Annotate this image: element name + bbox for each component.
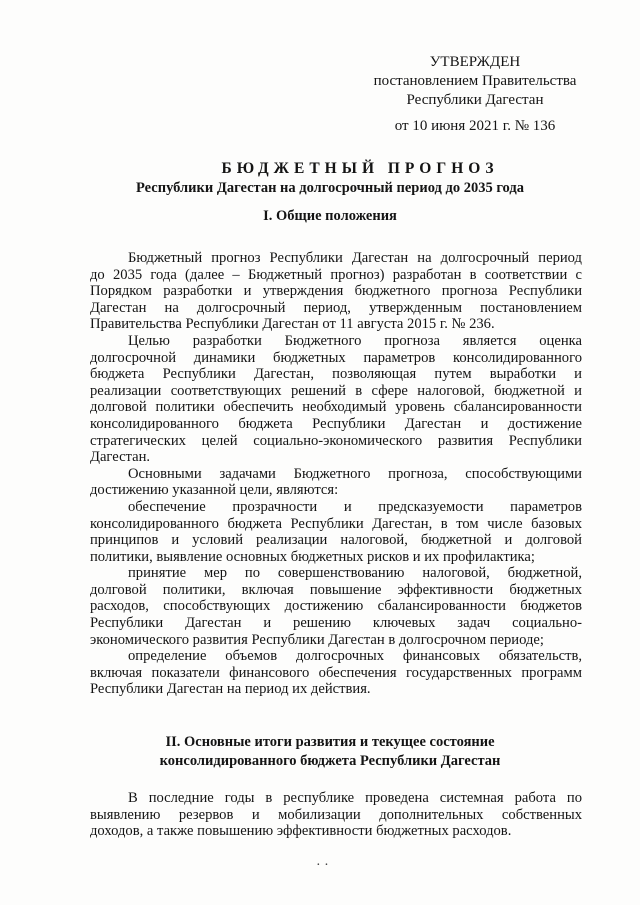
text-line: стратегических целей социально-экономического развития Республики (90, 432, 582, 449)
text-line: Основными задачами Бюджетного прогноза, способствующими (128, 465, 582, 482)
text-line: Дагестан. (90, 449, 151, 466)
text-line: бюджета Республики Дагестан, позволяющая путем выработки и (90, 366, 582, 383)
text-line: реализации соответствующих решений в сфере налоговой, бюджетной и (90, 382, 582, 399)
text-line: достижению указанной цели, являются: (90, 482, 339, 499)
scan-artifact-dots: · · (316, 858, 329, 873)
text-line: Правительства Республики Дагестан от 11 августа 2015 г. № 236. (90, 316, 495, 333)
text-line: доходов, а также повышению эффективности бюджетных расходов. (90, 823, 512, 840)
text-line: долгосрочной динамики бюджетных параметров консолидированного (90, 349, 582, 366)
text-line: Дагестан на долгосрочный период, утвержденным постановлением (90, 299, 582, 316)
approval-line-2: Республики Дагестан (406, 92, 544, 108)
text-line: консолидированного бюджета Республики Дагестан, в том числе базовых (90, 515, 582, 532)
text-line: до 2035 года (далее – Бюджетный прогноз) разработан в соответствии с (90, 266, 582, 283)
text-line: выявлению резервов и мобилизации дополнительных собственных (90, 806, 582, 823)
text-line: долговой политики обеспечить необходимый уровень сбалансированности (90, 399, 582, 416)
section-1-heading-text: I. Общие положения (263, 208, 397, 224)
text-line: В последние годы в республике проведена системная работа по (128, 790, 582, 806)
text-line: включая показатели финансового обеспечения государственных программ (90, 664, 582, 681)
text-line: Республики Дагестан на период их действия. (90, 681, 371, 698)
text-line: Республики Дагестан и решению ключевых задач социально- (90, 615, 582, 632)
text-line: долговой политики, включая повышение эффективности бюджетных (90, 581, 582, 598)
text-line: расходов, способствующих достижению сбалансированности бюджетов (90, 598, 582, 615)
section-1-heading (60, 207, 600, 226)
text-line: Порядком разработки и утверждения бюджетного прогноза Республики (90, 283, 582, 300)
section-1-body (90, 250, 582, 698)
section-2-heading-line-2: консолидированного бюджета Республики Дагестан (159, 753, 501, 769)
approval-line-1: постановлением Правительства (373, 73, 577, 89)
approval-status: УТВЕРЖДЕН (429, 54, 521, 70)
text-line: принципов и условий реализации налоговой, бюджетной и долговой (90, 532, 582, 549)
text-line: консолидированного бюджета Республики Дагестан и достижение (90, 415, 582, 432)
approval-date: от 10 июня 2021 г. № 136 (394, 118, 556, 134)
approval-stamp (360, 53, 590, 136)
text-line: обеспечение прозрачности и предсказуемости параметров (128, 498, 582, 515)
text-line: определение объемов долгосрочных финансовых обязательств, (128, 648, 582, 665)
section-2-heading (60, 733, 600, 771)
document-title: БЮДЖЕТНЫЙ ПРОГНОЗ (221, 160, 499, 177)
text-line: экономического развития Республики Дагестан в долгосрочном периоде; (90, 631, 544, 648)
section-2-heading-line-1: II. Основные итоги развития и текущее состояние (165, 734, 495, 750)
section-2-body (90, 790, 582, 840)
text-line: Целью разработки Бюджетного прогноза является оценка (128, 332, 582, 349)
text-line: политики, выявление основных бюджетных рисков и их профилактика; (90, 548, 535, 565)
text-line: принятие мер по совершенствованию налоговой, бюджетной, (128, 565, 582, 582)
document-subtitle: Республики Дагестан на долгосрочный период до 2035 года (136, 180, 524, 196)
text-line: Бюджетный прогноз Республики Дагестан на долгосрочный период (128, 250, 582, 266)
